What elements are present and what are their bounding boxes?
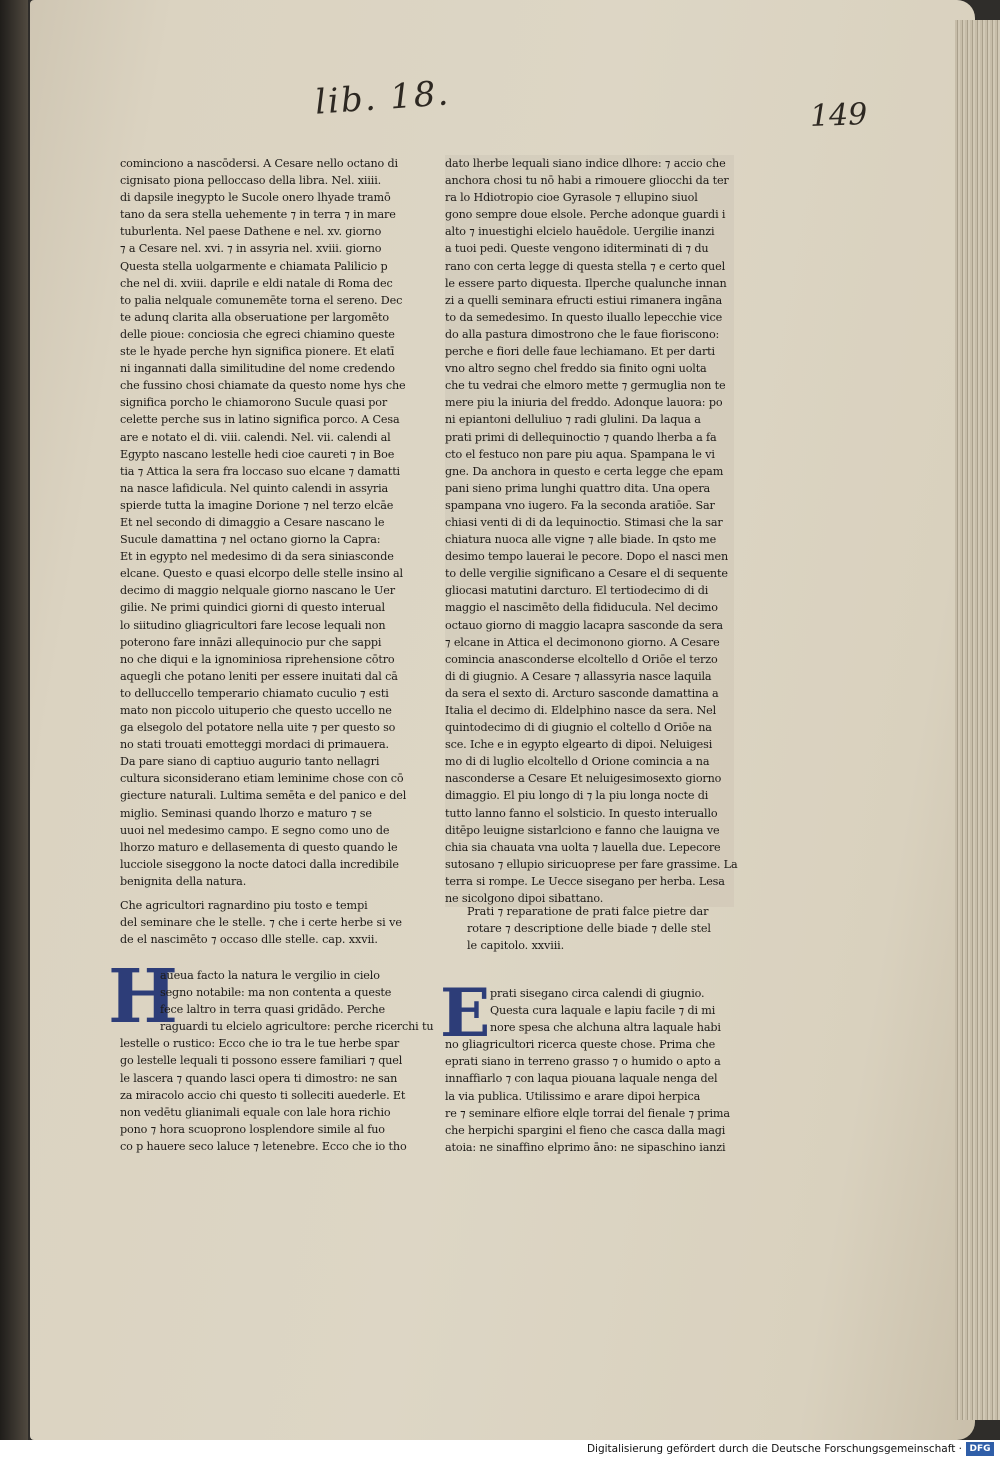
text-line: go lestelle lequali ti possono essere familiari ⁊ quel — [120, 1054, 403, 1068]
text-line: chiasi venti di di da lequinoctio. Stimasi che la sar — [445, 515, 723, 529]
text-line: ni epiantoni delluliuo ⁊ radi glulini. Da laqua a — [445, 413, 701, 427]
text-line: di dapsile inegypto le Sucole onero lhyade tramō — [120, 191, 391, 205]
text-line: vno altro segno chel freddo sia finito ogni uolta — [445, 362, 707, 376]
text-line: fece laltro in terra quasi gridādo. Perche — [160, 1003, 385, 1017]
text-line: mere piu la iniuria del freddo. Adonque lauora: po — [445, 396, 723, 410]
text-line: Questa stella uolgarmente e chiamata Palilicio p — [120, 259, 388, 273]
text-line: gono sempre doue elsole. Perche adonque guardi i — [445, 208, 726, 222]
text-line: cultura siconsiderano etiam leminime chose con cō — [120, 772, 404, 786]
text-line: prati primi di dellequinoctio ⁊ quando lherba a fa — [445, 430, 717, 444]
text-line: Egypto nascano lestelle hedi cioe caureti ⁊ in Boe — [120, 447, 395, 461]
text-line: nasconderse a Cesare Et neluigesimosexto giorno — [445, 772, 722, 786]
text-line: rotare ⁊ descriptione delle biade ⁊ delle stel — [467, 922, 711, 936]
text-line: ne sicolgono dipoi sibattano. — [445, 892, 604, 906]
text-line: che fussino chosi chiamate da questo nome hys che — [120, 379, 406, 393]
text-line: decimo di maggio nelquale giorno nascano le Uer — [120, 584, 395, 598]
text-line: ni ingannati dalla similitudine del nome credendo — [120, 362, 395, 376]
text-line: do alla pastura dimostrono che le faue fioriscono: — [445, 327, 720, 341]
text-line: ga elsegolo del potatore nella uite ⁊ per questo so — [120, 721, 396, 735]
right-column-chapter-text — [445, 985, 730, 1156]
decorated-initial-e: E — [440, 974, 491, 1052]
text-line: miglio. Seminasi quando lhorzo e maturo ⁊ se — [120, 806, 372, 820]
text-line: Questa cura laquale e lapiu facile ⁊ di mi — [490, 1004, 716, 1018]
text-line: de el nascimēto ⁊ occaso dlle stelle. cap. xxvii. — [120, 933, 378, 947]
text-line: gilie. Ne primi quindici giorni di questo interual — [120, 601, 385, 615]
chapter-heading-xxviii — [467, 903, 737, 954]
text-line: benignita della natura. — [120, 874, 247, 888]
text-line: quintodecimo di di giugnio el coltello d Oriōe na — [445, 721, 712, 735]
text-line: lucciole siseggono la nocte datoci dalla incredibile — [120, 857, 399, 871]
text-line: atoia: ne sinaffino elprimo āno: ne sipaschino ianzi — [445, 1140, 726, 1154]
text-line: le lascera ⁊ quando lasci opera ti dimostro: ne san — [120, 1071, 398, 1085]
text-line: desimo tempo lauerai le pecore. Dopo el nasci men — [445, 550, 729, 564]
left-column-chapter-text — [120, 967, 434, 1155]
text-line: lo siitudino gliagricultori fare lecose lequali non — [120, 618, 386, 632]
left-column-text — [120, 155, 405, 890]
text-line: perche e fiori delle faue lechiamano. Et per darti — [445, 345, 715, 359]
text-line: del seminare che le stelle. ⁊ che i certe herbe si ve — [120, 916, 402, 930]
text-line: sce. Iche e in egypto elgearto di dipoi. Neluigesi — [445, 738, 713, 752]
funding-credit: Digitalisierung gefördert durch die Deutsche Forschungsgemeinschaft · — [586, 1443, 962, 1455]
text-line: giecture naturali. Lultima semēta e del panico e del — [120, 789, 407, 803]
text-line: ⁊ a Cesare nel. xvi. ⁊ in assyria nel. xviii. giorno — [120, 242, 382, 256]
text-line: Et nel secondo di dimaggio a Cesare nascano le — [120, 515, 385, 529]
text-line: lhorzo maturo e dellasementa di questo quando le — [120, 840, 398, 854]
text-line: to da semedesimo. In questo iluallo lepecchie vice — [445, 310, 723, 324]
text-line: pono ⁊ hora scuoprono losplendore simile al fuo — [120, 1122, 385, 1136]
text-line: tutto lanno fanno el solsticio. In questo interuallo — [445, 806, 718, 820]
text-line: spampana vno iugero. Fa la seconda aratiōe. Sar — [445, 498, 715, 512]
text-line: re ⁊ seminare elfiore elqle torrai del fienale ⁊ prima — [445, 1106, 730, 1120]
dfg-logo: DFG — [966, 1442, 994, 1456]
text-line: chia sia chauata vna uolta ⁊ lauella due. Lepecore — [445, 840, 721, 854]
text-line: cignisato piona pelloccaso della libra. Nel. xiiii. — [120, 174, 382, 188]
handwritten-folio-number: 149 — [809, 97, 868, 134]
text-line: dato lherbe lequali siano indice dlhore: ⁊ accio che — [445, 157, 726, 170]
text-line: pani sieno prima lunghi quattro dita. Una opera — [445, 481, 711, 495]
chapter-heading-xxvii — [120, 897, 405, 948]
text-line: aquegli che potano leniti per essere inuitati dal cā — [120, 669, 398, 683]
text-line: la via publica. Utilissimo e arare dipoi herpica — [445, 1089, 701, 1103]
text-line: tano da sera stella uehemente ⁊ in terra ⁊ in mare — [120, 208, 396, 222]
text-line: Italia el decimo di. Eldelphino nasce da sera. Nel — [445, 704, 717, 717]
text-line: prati sisegano circa calendi di giugnio. — [490, 987, 705, 1000]
text-line: ditēpo leuigne sistarlciono e fanno che lauigna ve — [445, 823, 720, 837]
text-line: terra si rompe. Le Uecce sisegano per herba. Lesa — [445, 874, 725, 888]
decorated-initial-h: H — [108, 954, 178, 1040]
text-line: ste le hyade perche hyn significa pionere. Et elatī — [120, 345, 395, 359]
handwritten-header-note: lib. 18. — [313, 73, 452, 123]
text-line: innaffiarlo ⁊ con laqua piouana laquale nenga del — [445, 1072, 718, 1086]
text-line: spierde tutta la imagine Dorione ⁊ nel terzo elcāe — [120, 498, 394, 512]
text-line: Prati ⁊ reparatione de prati falce pietre dar — [467, 905, 709, 918]
text-line: aueua facto la natura le vergilio in cielo — [160, 969, 380, 982]
text-line: are e notato el di. viii. calendi. Nel. vii. calendi al — [120, 430, 391, 444]
text-line: no stati trouati emotteggi mordaci di primauera. — [120, 738, 389, 752]
text-line: Sucule damattina ⁊ nel octano giorno la Capra: — [120, 533, 381, 547]
text-line: ra lo Hdiotropio cioe Gyrasole ⁊ ellupino siuol — [445, 191, 698, 205]
text-line: octauo giorno di maggio lacapra sasconde da sera — [445, 618, 723, 632]
text-line: te adunq clarita alla obseruatione per largomēto — [120, 310, 389, 324]
text-line: gliocasi matutini darcturo. El tertiodecimo di di — [445, 584, 709, 598]
text-line: ⁊ elcane in Attica el decimonono giorno. A Cesare — [445, 635, 720, 649]
text-line: delle pioue: conciosia che egreci chiamino queste — [120, 327, 395, 341]
text-line: dimaggio. El piu longo di ⁊ la piu longa nocte di — [445, 789, 709, 803]
text-line: Da pare siano di captiuo augurio tanto nellagri — [120, 755, 380, 769]
text-line: che tu vedrai che elmoro mette ⁊ germuglia non te — [445, 379, 726, 393]
text-line: co p hauere seco laluce ⁊ letenebre. Ecco che io tho — [120, 1139, 407, 1153]
text-line: to delluccello temperario chiamato cuculio ⁊ esti — [120, 686, 389, 700]
text-line: tia ⁊ Attica la sera fra loccaso suo elcane ⁊ damatti — [120, 464, 400, 478]
binding-gutter — [0, 0, 28, 1440]
text-line: za miracolo accio chi questo ti solleciti auederle. Et — [120, 1088, 406, 1102]
right-column-text — [445, 155, 738, 907]
page-fore-edge — [955, 20, 1000, 1420]
text-line: sutosano ⁊ ellupio siricuoprese per fare grassime. La — [445, 857, 738, 871]
text-line: to delle vergilie significano a Cesare el di sequente — [445, 567, 728, 581]
text-line: significa porcho le chiamorono Sucule quasi por — [120, 396, 388, 410]
text-line: elcane. Questo e quasi elcorpo delle stelle insino al — [120, 567, 403, 581]
text-line: celette perche sus in latino significa porco. A Cesa — [120, 413, 400, 427]
text-line: Et in egypto nel medesimo di da sera siniasconde — [120, 550, 394, 564]
text-line: no che diqui e la ignominiosa riprehensione cōtro — [120, 652, 395, 666]
text-line: che herpichi spargini el fieno che casca dalla magi — [445, 1123, 726, 1137]
text-line: poterono fare innāzi allequinocio pur che sappi — [120, 635, 382, 649]
text-line: gne. Da anchora in questo e certa legge che epam — [445, 464, 724, 478]
text-line: di di giugnio. A Cesare ⁊ allassyria nasce laquila — [445, 669, 712, 683]
text-line: lestelle o rustico: Ecco che io tra le tue herbe spar — [120, 1037, 400, 1051]
text-line: alto ⁊ inuestighi elcielo hauēdole. Uergilie inanzi — [445, 225, 715, 239]
text-line: raguardi tu elcielo agricultore: perche ricerchi tu — [160, 1020, 434, 1034]
text-line: segno notabile: ma non contenta a queste — [160, 986, 392, 1000]
text-line: mo di di luglio elcoltello d Orione comincia a na — [445, 755, 710, 769]
text-line: a tuoi pedi. Queste vengono iditerminati di ⁊ du — [445, 242, 709, 256]
text-line: zi a quelli seminara efructi estiui rimanera ingāna — [445, 293, 722, 307]
text-line: da sera el sexto di. Arcturo sasconde damattina a — [445, 686, 719, 700]
text-line: na nasce lafidicula. Nel quinto calendi in assyria — [120, 481, 389, 495]
text-line: cto el festuco non pare piu aqua. Spampana le vi — [445, 447, 715, 461]
text-line: che nel di. xviii. daprile e eldi natale di Roma dec — [120, 276, 393, 290]
text-line: le essere parto diquesta. Ilperche qualunche innan — [445, 276, 727, 290]
text-line: non vedētu glianimali equale con lale hora richio — [120, 1105, 391, 1119]
text-line: uuoi nel medesimo campo. E segno como uno de — [120, 823, 390, 837]
digitization-footer — [0, 1440, 1000, 1459]
text-line: no gliagricultori ricerca queste chose. Prima che — [445, 1038, 716, 1052]
text-line: rano con certa legge di questa stella ⁊ e certo quel — [445, 259, 725, 273]
text-line: cominciono a nascōdersi. A Cesare nello octano di — [120, 157, 398, 170]
text-line: nore spesa che alchuna altra laquale habi — [490, 1021, 721, 1035]
text-line: eprati siano in terreno grasso ⁊ o humido o apto a — [445, 1055, 721, 1069]
text-line: to palia nelquale comunemēte torna el sereno. Dec — [120, 293, 403, 307]
text-line: Che agricultori ragnardino piu tosto e tempi — [120, 899, 368, 912]
text-line: anchora chosi tu nō habi a rimouere gliocchi da ter — [445, 174, 729, 188]
text-line: chiatura nuoca alle vigne ⁊ alle biade. In qsto me — [445, 533, 717, 547]
text-line: maggio el nascimēto della fididucula. Nel decimo — [445, 601, 718, 615]
text-line: mato non piccolo uituperio che questo uccello ne — [120, 704, 392, 717]
text-line: comincia anasconderse elcoltello d Oriōe el terzo — [445, 652, 718, 666]
text-line: le capitolo. xxviii. — [467, 939, 565, 953]
text-line: tuburlenta. Nel paese Dathene e nel. xv. giorno — [120, 225, 382, 239]
